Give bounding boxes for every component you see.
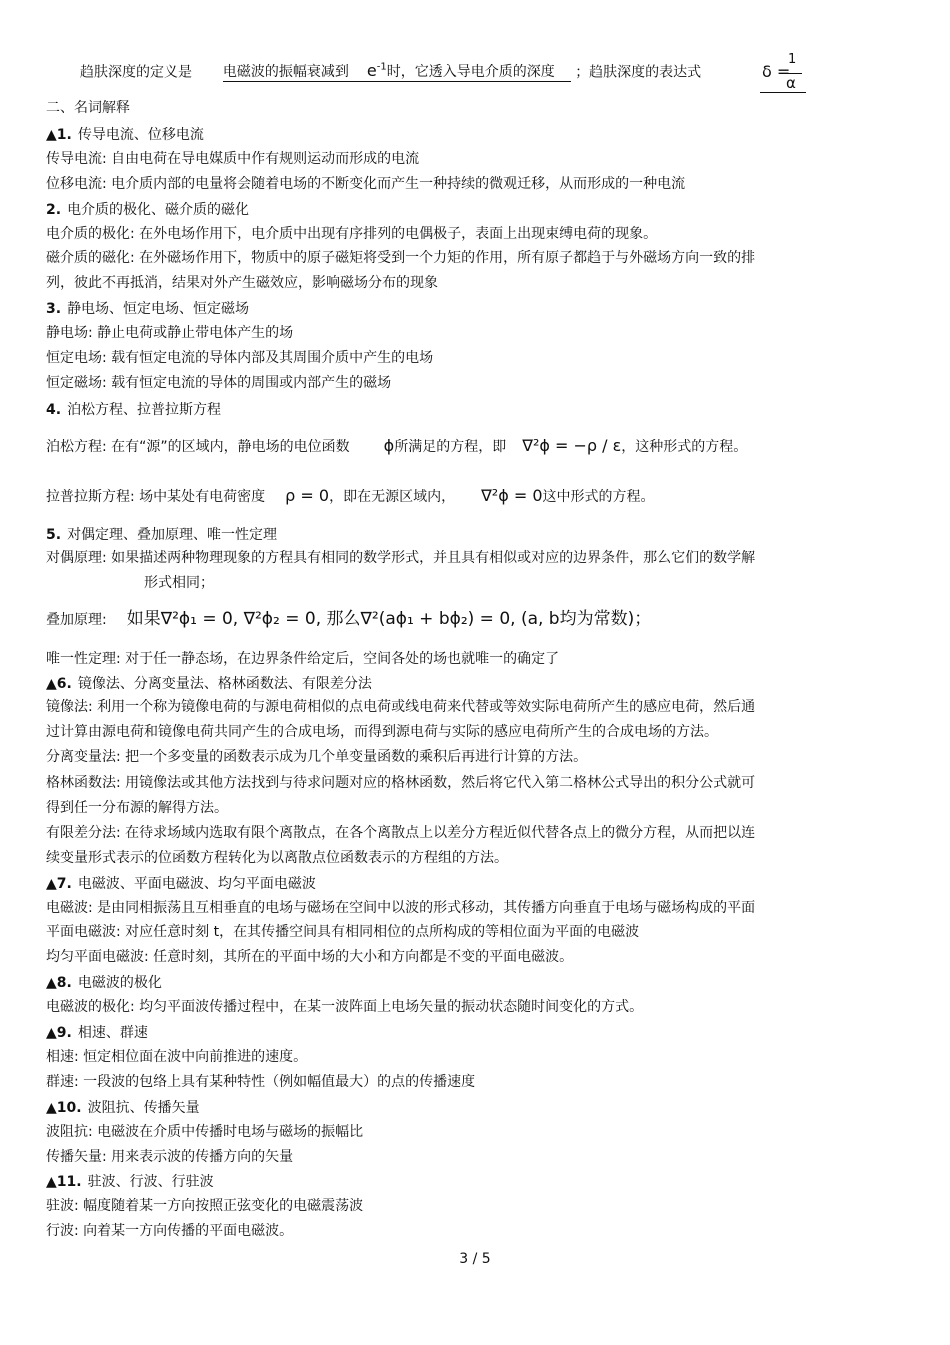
def-image-method: 镜像法: 利用一个称为镜像电荷的与源电荷相似的点电荷或线电荷来代替或等效实际电荷所产生的感应电荷，然后通 (46, 699, 756, 715)
skin-intro: 趋肤深度的定义是 (80, 64, 192, 81)
section-title: 二、名词解释 (46, 100, 130, 116)
def-uniform-plane-wave: 均匀平面电磁波: 任意时刻，其所在的平面中场的大小和方向都是不变的平面电磁波。 (46, 949, 574, 965)
rho-zero: ρ = 0 (285, 486, 330, 505)
def-magnetization-cont: 列，彼此不再抵消，结果对外产生磁效应，影响磁场分布的现象 (46, 275, 438, 291)
def-image-method-cont: 过计算由源电荷和镜像电荷共同产生的合成电场，而得到源电荷与实际的感应电荷所产生的合成电场的方法。 (46, 724, 718, 740)
def-poisson: 泊松方程: 在有“源”的区域内，静电场的电位函数 ϕ所满足的方程，即 ∇²ϕ = −ρ / ε，这种形式的方程。 (46, 436, 748, 455)
def-finite-difference: 有限差分法: 在待求场域内选取有限个离散点，在各个离散点上以差分方程近似代替各点上的微分方程，从而把以连 (46, 825, 756, 841)
def-wave-polarization: 电磁波的极化: 均匀平面波传播过程中，在某一波阵面上电场矢量的振动状态随时间变化的方式。 (46, 999, 644, 1015)
def-phase-velocity: 相速: 恒定相位面在波中向前推进的速度。 (46, 1049, 308, 1065)
def-em-wave: 电磁波: 是由同相振荡且互相垂直的电场与磁场在空间中以波的形式移动，其传播方向垂直于电场与磁场构成的平面 (46, 900, 756, 916)
def-displacement-current: 位移电流: 电介质内部的电量将会随着电场的不断变化而产生一种持续的微观迁移，从而形成的一种电流 (46, 176, 686, 192)
def-separation: 分离变量法: 把一个多变量的函数表示成为几个单变量函数的乘积后再进行计算的方法。 (46, 749, 588, 765)
item-heading-8: ▲8. 电磁波的极化 (46, 975, 162, 991)
def-steady-magnetic: 恒定磁场: 载有恒定电流的导体的周围或内部产生的磁场 (46, 375, 392, 391)
def-magnetization: 磁介质的磁化: 在外磁场作用下，物质中的原子磁矩将受到一个力矩的作用，所有原子都趋于与外磁场方向一致的排 (46, 250, 756, 266)
phi-symbol: ϕ (383, 436, 395, 455)
def-electrostatic: 静电场: 静止电荷或静止带电体产生的场 (46, 325, 294, 341)
def-traveling-wave: 行波: 向着某一方向传播的平面电磁波。 (46, 1223, 294, 1239)
def-superposition: 叠加原理: 如果∇²ϕ₁ = 0, ∇²ϕ₂ = 0, 那么∇²(aϕ₁ + bϕ₂) = 0, (a, b均为常数)； (46, 609, 652, 629)
def-green-function-cont: 得到任一分布源的解得方法。 (46, 800, 228, 816)
item-heading-7: ▲7. 电磁波、平面电磁波、均匀平面电磁波 (46, 876, 316, 892)
def-standing-wave: 驻波: 幅度随着某一方向按照正弦变化的电磁震荡波 (46, 1198, 364, 1214)
item-heading-10: ▲10. 波阻抗、传播矢量 (46, 1100, 200, 1116)
page-number: 3 / 5 (459, 1251, 491, 1267)
poisson-equation: ∇²ϕ = −ρ / ε (522, 436, 622, 455)
item-heading-6: ▲6. 镜像法、分离变量法、格林函数法、有限差分法 (46, 676, 372, 692)
item-heading-3: 3. 静电场、恒定电场、恒定磁场 (46, 301, 250, 317)
def-duality: 对偶原理: 如果描述两种物理现象的方程具有相同的数学形式，并且具有相似或对应的边界条件，那么它们的数学解 (46, 550, 756, 566)
def-wave-impedance: 波阻抗: 电磁波在介质中传播时电场与磁场的振幅比 (46, 1124, 364, 1140)
def-group-velocity: 群速: 一段波的包络上具有某种特性（例如幅值最大）的点的传播速度 (46, 1074, 476, 1090)
item-heading-5: 5. 对偶定理、叠加原理、唯一性定理 (46, 527, 278, 543)
def-steady-electric: 恒定电场: 载有恒定电流的导体内部及其周围介质中产生的电场 (46, 350, 434, 366)
item-heading-1: ▲1. 传导电流、位移电流 (46, 127, 204, 143)
def-laplace: 拉普拉斯方程: 场中某处有电荷密度 ρ = 0，即在无源区域内， ∇²ϕ = 0这中形式的方程。 (46, 486, 655, 505)
def-plane-wave: 平面电磁波: 对应任意时刻 t，在其传播空间具有相同相位的点所构成的等相位面为平面的电磁波 (46, 924, 640, 940)
def-uniqueness: 唯一性定理: 对于任一静态场，在边界条件给定后，空间各处的场也就唯一的确定了 (46, 651, 560, 667)
skin-depth-line (80, 58, 701, 82)
laplace-equation: ∇²ϕ = 0 (481, 486, 543, 505)
def-duality-cont: 形式相同； (144, 575, 214, 591)
superposition-equation: 如果∇²ϕ₁ = 0, ∇²ϕ₂ = 0, 那么∇²(aϕ₁ + bϕ₂) = 0, (a, b均为常数)； (126, 609, 652, 629)
def-polarization: 电介质的极化: 在外电场作用下，电介质中出现有序排列的电偶极子，表面上出现束缚电荷的现象。 (46, 226, 658, 242)
def-finite-difference-cont: 续变量形式表示的位函数方程转化为以离散点位函数表示的方程组的方法。 (46, 850, 508, 866)
item-heading-11: ▲11. 驻波、行波、行驻波 (46, 1174, 214, 1190)
item-heading-9: ▲9. 相速、群速 (46, 1025, 148, 1041)
skin-sep: ；趋肤深度的表达式 (575, 64, 702, 81)
skin-depth-formula: δ = 1 α (760, 52, 806, 94)
item-heading-4: 4. 泊松方程、拉普拉斯方程 (46, 402, 222, 418)
def-conduction-current: 传导电流: 自由电荷在导电媒质中作有规则运动而形成的电流 (46, 151, 420, 167)
def-green-function: 格林函数法: 用镜像法或其他方法找到与待求问题对应的格林函数，然后将它代入第二格林公式导出的积分公式就可 (46, 775, 756, 791)
def-propagation-vector: 传播矢量: 用来表示波的传播方向的矢量 (46, 1149, 294, 1165)
skin-blank-answer: 电磁波的振幅衰减到 $e^{-1}$时，它透入导电介质的深度 (223, 64, 571, 82)
item-heading-2: 2. 电介质的极化、磁介质的磁化 (46, 202, 250, 218)
e-power: $e^{-1}$ (366, 61, 387, 81)
